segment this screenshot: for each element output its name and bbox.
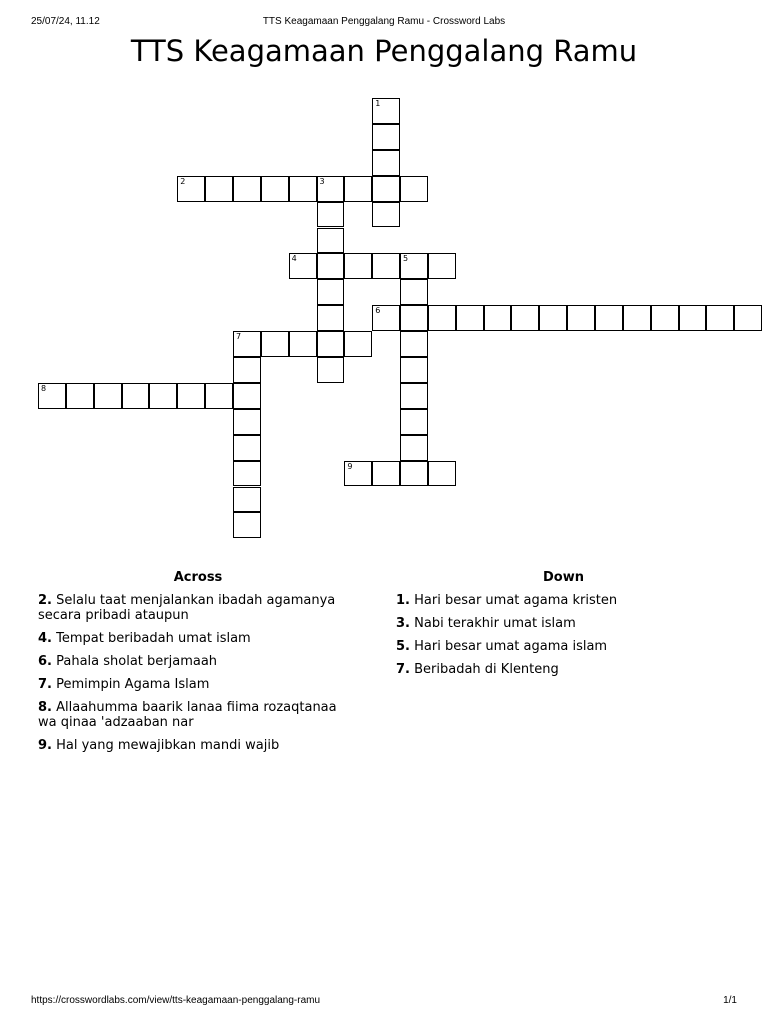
grid-cell [122, 383, 150, 409]
down-clue-list [396, 593, 716, 677]
grid-cell [400, 331, 428, 357]
down-clues [396, 570, 716, 685]
clue-item [38, 631, 358, 646]
grid-cell [317, 357, 345, 383]
grid-cell [372, 305, 400, 331]
page-title: TTS Keagamaan Penggalang Ramu [130, 34, 638, 68]
grid-cell [372, 176, 400, 202]
grid-cell [651, 305, 679, 331]
grid-cell [289, 253, 317, 279]
cell-number: 4 [291, 254, 297, 264]
clue-item [38, 700, 358, 730]
clue-number: 2. [38, 593, 52, 608]
grid-cell [400, 461, 428, 487]
grid-cell [595, 305, 623, 331]
grid-cell [400, 409, 428, 435]
clue-number: 5. [396, 639, 410, 654]
grid-cell [205, 383, 233, 409]
grid-cell [344, 331, 372, 357]
grid-cell [372, 150, 400, 176]
print-datetime: 25/07/24, 11.12 [31, 16, 100, 27]
grid-cell [539, 305, 567, 331]
grid-cell [372, 98, 400, 124]
grid-cell [233, 487, 261, 513]
cell-number: 8 [41, 383, 47, 393]
clue-text: Hari besar umat agama islam [414, 639, 608, 654]
clue-item [396, 593, 716, 608]
grid-cell [233, 383, 261, 409]
cell-number: 3 [319, 176, 325, 186]
grid-cell [428, 253, 456, 279]
grid-cell [372, 461, 400, 487]
clue-number: 7. [396, 662, 410, 677]
cell-number: 2 [180, 176, 186, 186]
across-heading: Across [173, 570, 223, 585]
grid-cell [400, 279, 428, 305]
grid-cell [400, 176, 428, 202]
grid-cell [233, 409, 261, 435]
clue-text: Nabi terakhir umat islam [414, 616, 576, 631]
clue-number: 6. [38, 654, 52, 669]
grid-cell [38, 383, 66, 409]
across-clue-list [38, 593, 358, 753]
grid-cell [400, 435, 428, 461]
grid-cell [484, 305, 512, 331]
clue-text: Hari besar umat agama kristen [414, 593, 618, 608]
clue-text: Pemimpin Agama Islam [56, 677, 210, 692]
grid-cell [177, 176, 205, 202]
grid-cell [372, 253, 400, 279]
clue-number: 4. [38, 631, 52, 646]
grid-cell [344, 461, 372, 487]
clue-item [38, 677, 358, 692]
grid-cell [734, 305, 762, 331]
grid-cell [372, 124, 400, 150]
grid-cell [233, 331, 261, 357]
grid-cell [317, 202, 345, 228]
grid-cell [233, 435, 261, 461]
grid-cell [317, 331, 345, 357]
cell-number: 1 [375, 99, 381, 108]
grid-cell [344, 176, 372, 202]
grid-cell [344, 253, 372, 279]
grid-cell [317, 305, 345, 331]
grid-cell [233, 176, 261, 202]
clue-text: Selalu taat menjalankan ibadah agamanya secara pribadi ataupun [38, 593, 336, 623]
grid-cell [317, 253, 345, 279]
grid-cell [400, 253, 428, 279]
grid-cell [511, 305, 539, 331]
cell-number: 5 [403, 254, 409, 264]
clue-number: 3. [396, 616, 410, 631]
grid-cell [317, 176, 345, 202]
grid-cell [428, 461, 456, 487]
grid-cell [317, 279, 345, 305]
print-page-number: 1/1 [723, 995, 737, 1006]
grid-cell [400, 383, 428, 409]
grid-cell [289, 176, 317, 202]
grid-cell [149, 383, 177, 409]
cell-number: 7 [235, 332, 242, 342]
clue-text: Tempat beribadah umat islam [56, 631, 251, 646]
down-heading: Down [543, 570, 584, 585]
clue-text: Hal yang mewajibkan mandi wajib [56, 738, 280, 753]
grid-cell [205, 176, 233, 202]
clue-number: 9. [38, 738, 52, 753]
grid-cell [233, 461, 261, 487]
grid-cell [94, 383, 122, 409]
clue-number: 1. [396, 593, 410, 608]
grid-cell [623, 305, 651, 331]
grid-cell [261, 176, 289, 202]
grid-cell [177, 383, 205, 409]
clue-number: 7. [38, 677, 52, 692]
across-clues [38, 570, 358, 761]
clue-item [396, 662, 716, 677]
grid-cell [706, 305, 734, 331]
clue-number: 8. [38, 700, 52, 715]
clue-text: Pahala sholat berjamaah [56, 654, 218, 669]
clue-item [396, 616, 716, 631]
grid-cell [456, 305, 484, 331]
grid-cell [400, 305, 428, 331]
cell-number: 9 [347, 461, 353, 471]
grid-cell [400, 357, 428, 383]
clue-item [38, 593, 358, 623]
grid-cell [233, 357, 261, 383]
grid-cell [567, 305, 595, 331]
clue-item [396, 639, 716, 654]
print-url: https://crosswordlabs.com/view/tts-keagamaan-penggalang-ramu [31, 995, 321, 1006]
cell-number: 6 [375, 306, 381, 316]
clue-item [38, 654, 358, 669]
clue-text: Allaahumma baarik lanaa fiima rozaqtanaa wa qinaa 'adzaaban nar [38, 700, 337, 730]
grid-cell [66, 383, 94, 409]
print-page-title: TTS Keagamaan Penggalang Ramu - Crossword Labs [262, 16, 506, 27]
grid-cell [289, 331, 317, 357]
grid-cell [261, 331, 289, 357]
grid-cell [317, 228, 345, 254]
grid-cell [428, 305, 456, 331]
grid-cell [679, 305, 707, 331]
clue-item [38, 738, 358, 753]
grid-cell [233, 512, 261, 538]
clue-text: Beribadah di Klenteng [414, 662, 559, 677]
grid-cell [372, 202, 400, 228]
